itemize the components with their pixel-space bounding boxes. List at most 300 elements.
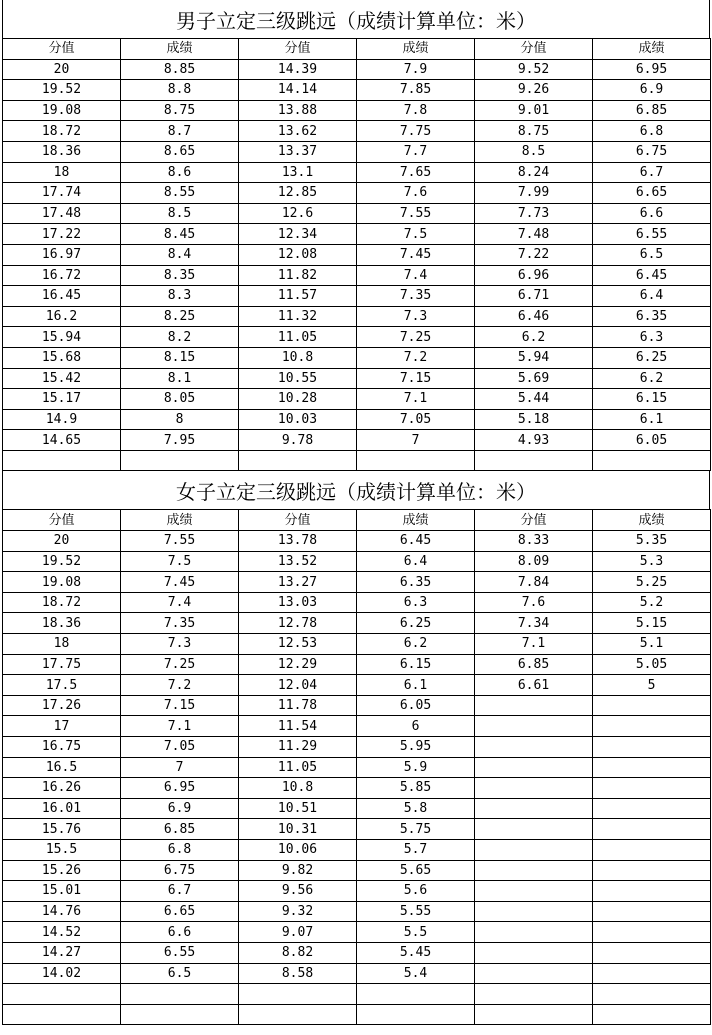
- table-cell: 17.22: [3, 224, 121, 245]
- table-cell: 8.09: [475, 551, 593, 572]
- table-cell: 16.97: [3, 244, 121, 265]
- table-cell: 6.7: [121, 881, 239, 902]
- table-cell: 9.52: [475, 59, 593, 80]
- table-cell: 18.72: [3, 121, 121, 142]
- table-cell: 7.1: [475, 634, 593, 655]
- table-cell: 7.75: [357, 121, 475, 142]
- table-cell: 14.02: [3, 963, 121, 984]
- table-cell: 7.8: [357, 100, 475, 121]
- table-cell: 9.82: [239, 860, 357, 881]
- table-cell: 14.27: [3, 942, 121, 963]
- table-row: [3, 265, 711, 286]
- column-header: 分值: [3, 39, 121, 60]
- table-row: [3, 881, 711, 902]
- table-cell: 7.4: [357, 265, 475, 286]
- table-cell: 6.15: [593, 389, 711, 410]
- table-cell: 9.32: [239, 901, 357, 922]
- table-cell: 8.75: [475, 121, 593, 142]
- table-cell: 12.53: [239, 634, 357, 655]
- table-cell: 7.1: [357, 389, 475, 410]
- column-header: 分值: [239, 510, 357, 531]
- table-cell: [593, 839, 711, 860]
- table-cell: 8.1: [121, 368, 239, 389]
- table-cell: 12.34: [239, 224, 357, 245]
- column-header: 成绩: [121, 510, 239, 531]
- table-cell: [593, 819, 711, 840]
- table-row: [3, 306, 711, 327]
- table-cell: 7.15: [121, 695, 239, 716]
- table-cell: 11.78: [239, 695, 357, 716]
- table-cell: 7.45: [357, 244, 475, 265]
- table-cell: 8.8: [121, 80, 239, 101]
- table-cell: 9.56: [239, 881, 357, 902]
- table-cell: 6.75: [593, 141, 711, 162]
- column-header: 分值: [475, 510, 593, 531]
- table-cell: [593, 798, 711, 819]
- table-cell: 7.15: [357, 368, 475, 389]
- table-cell: 6.4: [357, 551, 475, 572]
- table-cell: 18.36: [3, 613, 121, 634]
- table-cell: 8.7: [121, 121, 239, 142]
- table-row: [3, 141, 711, 162]
- table-cell: 10.06: [239, 839, 357, 860]
- table-cell: 6.96: [475, 265, 593, 286]
- table-cell: 7.55: [357, 203, 475, 224]
- table-cell: [593, 942, 711, 963]
- table-cell: [593, 901, 711, 922]
- table-cell: 8.05: [121, 389, 239, 410]
- table-cell: 6.15: [357, 654, 475, 675]
- table-cell: [593, 757, 711, 778]
- table-cell: 10.03: [239, 409, 357, 430]
- table-cell: 6.55: [593, 224, 711, 245]
- table-cell: 5.25: [593, 572, 711, 593]
- table-row: [3, 819, 711, 840]
- table-cell: 7.85: [357, 80, 475, 101]
- table-row: [3, 757, 711, 778]
- table-cell: 6.3: [593, 327, 711, 348]
- table-row: [3, 203, 711, 224]
- table-cell: [593, 963, 711, 984]
- table-cell: 5.35: [593, 531, 711, 552]
- table-cell: [357, 984, 475, 1005]
- table-cell: [239, 450, 357, 471]
- table-row: [3, 430, 711, 451]
- table-cell: [3, 1004, 121, 1025]
- table-cell: [121, 984, 239, 1005]
- table-cell: 17.26: [3, 695, 121, 716]
- table-cell: 6.8: [593, 121, 711, 142]
- table-cell: 5.15: [593, 613, 711, 634]
- column-header: 分值: [239, 39, 357, 60]
- table-row: [3, 860, 711, 881]
- table-cell: 7.25: [121, 654, 239, 675]
- table-cell: 16.01: [3, 798, 121, 819]
- table-row: [3, 839, 711, 860]
- table-cell: 6.2: [475, 327, 593, 348]
- table-cell: 15.76: [3, 819, 121, 840]
- table-row: [3, 450, 711, 471]
- table-cell: 12.85: [239, 183, 357, 204]
- table-cell: 18: [3, 634, 121, 655]
- table-cell: 7.1: [121, 716, 239, 737]
- table-cell: 8.2: [121, 327, 239, 348]
- table-cell: 10.55: [239, 368, 357, 389]
- table-row: [3, 634, 711, 655]
- table-cell: 7.4: [121, 592, 239, 613]
- table-cell: [475, 819, 593, 840]
- table-cell: 19.08: [3, 100, 121, 121]
- table-row: [3, 389, 711, 410]
- table-cell: 5.9: [357, 757, 475, 778]
- table-cell: 8.65: [121, 141, 239, 162]
- table-cell: 7.05: [357, 409, 475, 430]
- table-cell: 9.78: [239, 430, 357, 451]
- table-row: [3, 984, 711, 1005]
- table-cell: 8.5: [121, 203, 239, 224]
- table-cell: 11.05: [239, 327, 357, 348]
- table-cell: 5.7: [357, 839, 475, 860]
- table-cell: 6.8: [121, 839, 239, 860]
- table-cell: 9.07: [239, 922, 357, 943]
- table-cell: 12.04: [239, 675, 357, 696]
- column-header: 成绩: [593, 510, 711, 531]
- table-cell: 14.52: [3, 922, 121, 943]
- table-cell: 5.3: [593, 551, 711, 572]
- column-header: 成绩: [593, 39, 711, 60]
- table-cell: 5.45: [357, 942, 475, 963]
- table-cell: 7.2: [357, 347, 475, 368]
- table-cell: [475, 901, 593, 922]
- table-cell: 11.82: [239, 265, 357, 286]
- table-cell: [239, 984, 357, 1005]
- women-header-row: [3, 510, 711, 531]
- table-cell: 5.5: [357, 922, 475, 943]
- table-cell: 7.05: [121, 737, 239, 758]
- table-cell: 8.75: [121, 100, 239, 121]
- table-cell: 6: [357, 716, 475, 737]
- table-cell: 8.45: [121, 224, 239, 245]
- table-cell: 13.37: [239, 141, 357, 162]
- table-cell: 7.34: [475, 613, 593, 634]
- table-cell: 6.5: [593, 244, 711, 265]
- men-score-table: [2, 38, 711, 471]
- women-section-title: 女子立定三级跳远（成绩计算单位：米）: [2, 471, 710, 509]
- men-section-title: 男子立定三级跳远（成绩计算单位：米）: [2, 0, 710, 38]
- table-cell: [475, 839, 593, 860]
- table-cell: 7.35: [357, 286, 475, 307]
- table-row: [3, 368, 711, 389]
- table-row: [3, 244, 711, 265]
- table-cell: [593, 450, 711, 471]
- table-cell: [475, 450, 593, 471]
- men-header-row: [3, 39, 711, 60]
- table-cell: 13.78: [239, 531, 357, 552]
- table-cell: 15.01: [3, 881, 121, 902]
- table-cell: 6.95: [593, 59, 711, 80]
- table-cell: 7: [357, 430, 475, 451]
- table-cell: 5.65: [357, 860, 475, 881]
- table-cell: 6.61: [475, 675, 593, 696]
- table-cell: 5.44: [475, 389, 593, 410]
- table-cell: [475, 798, 593, 819]
- table-cell: 10.31: [239, 819, 357, 840]
- table-cell: 17.5: [3, 675, 121, 696]
- table-cell: 16.75: [3, 737, 121, 758]
- table-cell: 8.5: [475, 141, 593, 162]
- table-cell: 12.78: [239, 613, 357, 634]
- table-cell: 7.9: [357, 59, 475, 80]
- table-row: [3, 551, 711, 572]
- column-header: 成绩: [121, 39, 239, 60]
- table-cell: 13.62: [239, 121, 357, 142]
- table-cell: 15.5: [3, 839, 121, 860]
- table-row: [3, 347, 711, 368]
- table-cell: 14.39: [239, 59, 357, 80]
- table-cell: [475, 695, 593, 716]
- table-cell: 8.4: [121, 244, 239, 265]
- table-row: [3, 942, 711, 963]
- table-cell: 13.1: [239, 162, 357, 183]
- table-cell: 13.27: [239, 572, 357, 593]
- table-cell: 6.9: [121, 798, 239, 819]
- table-cell: 7.65: [357, 162, 475, 183]
- table-cell: 12.6: [239, 203, 357, 224]
- table-row: [3, 80, 711, 101]
- table-cell: 5.69: [475, 368, 593, 389]
- table-row: [3, 654, 711, 675]
- table-cell: 8.25: [121, 306, 239, 327]
- table-row: [3, 59, 711, 80]
- table-cell: 14.76: [3, 901, 121, 922]
- table-row: [3, 675, 711, 696]
- table-cell: [475, 922, 593, 943]
- table-row: [3, 737, 711, 758]
- table-cell: 5.75: [357, 819, 475, 840]
- table-row: [3, 531, 711, 552]
- table-cell: 16.72: [3, 265, 121, 286]
- table-cell: 11.54: [239, 716, 357, 737]
- table-cell: 19.08: [3, 572, 121, 593]
- table-row: [3, 224, 711, 245]
- table-cell: 17.48: [3, 203, 121, 224]
- table-row: [3, 901, 711, 922]
- table-cell: [357, 450, 475, 471]
- table-cell: [593, 922, 711, 943]
- table-cell: 8.35: [121, 265, 239, 286]
- table-cell: [475, 716, 593, 737]
- table-cell: 6.5: [121, 963, 239, 984]
- table-row: [3, 963, 711, 984]
- column-header: 分值: [3, 510, 121, 531]
- table-cell: 10.8: [239, 347, 357, 368]
- table-cell: [475, 1004, 593, 1025]
- table-cell: 16.2: [3, 306, 121, 327]
- table-cell: 20: [3, 531, 121, 552]
- table-cell: 18.72: [3, 592, 121, 613]
- table-cell: [121, 450, 239, 471]
- table-cell: [357, 1004, 475, 1025]
- table-cell: [593, 984, 711, 1005]
- column-header: 分值: [475, 39, 593, 60]
- table-cell: 14.65: [3, 430, 121, 451]
- table-cell: 7.6: [357, 183, 475, 204]
- table-cell: 16.45: [3, 286, 121, 307]
- table-cell: 5.2: [593, 592, 711, 613]
- table-cell: 5.1: [593, 634, 711, 655]
- table-cell: 8.85: [121, 59, 239, 80]
- table-cell: [475, 778, 593, 799]
- table-cell: 5.6: [357, 881, 475, 902]
- table-row: [3, 798, 711, 819]
- table-cell: 5.55: [357, 901, 475, 922]
- table-cell: 8.15: [121, 347, 239, 368]
- table-cell: 17.75: [3, 654, 121, 675]
- table-cell: 6.1: [357, 675, 475, 696]
- table-cell: 8.3: [121, 286, 239, 307]
- table-cell: 16.26: [3, 778, 121, 799]
- table-cell: 5.8: [357, 798, 475, 819]
- table-cell: [475, 860, 593, 881]
- table-cell: 7.3: [121, 634, 239, 655]
- table-cell: [475, 757, 593, 778]
- table-cell: 7.3: [357, 306, 475, 327]
- table-cell: [475, 963, 593, 984]
- table-cell: 10.28: [239, 389, 357, 410]
- table-row: [3, 922, 711, 943]
- table-cell: [593, 1004, 711, 1025]
- table-cell: 6.25: [357, 613, 475, 634]
- table-cell: 8.6: [121, 162, 239, 183]
- table-row: [3, 778, 711, 799]
- table-cell: 7.7: [357, 141, 475, 162]
- table-cell: 6.46: [475, 306, 593, 327]
- women-score-table: [2, 509, 711, 1025]
- table-cell: 8: [121, 409, 239, 430]
- table-cell: 11.29: [239, 737, 357, 758]
- table-row: [3, 100, 711, 121]
- table-cell: [593, 881, 711, 902]
- table-cell: [475, 984, 593, 1005]
- table-cell: 6.65: [593, 183, 711, 204]
- table-cell: 6.9: [593, 80, 711, 101]
- table-cell: 6.65: [121, 901, 239, 922]
- table-cell: 6.75: [121, 860, 239, 881]
- table-cell: 15.42: [3, 368, 121, 389]
- table-row: [3, 1004, 711, 1025]
- table-cell: 8.33: [475, 531, 593, 552]
- table-cell: 6.05: [357, 695, 475, 716]
- table-cell: [593, 695, 711, 716]
- table-cell: 5: [593, 675, 711, 696]
- table-row: [3, 716, 711, 737]
- table-cell: 12.29: [239, 654, 357, 675]
- table-cell: 16.5: [3, 757, 121, 778]
- table-cell: 15.26: [3, 860, 121, 881]
- table-row: [3, 572, 711, 593]
- table-cell: 8.24: [475, 162, 593, 183]
- table-cell: 7.2: [121, 675, 239, 696]
- table-cell: 6.35: [593, 306, 711, 327]
- table-cell: 6.05: [593, 430, 711, 451]
- table-cell: 5.18: [475, 409, 593, 430]
- table-cell: [239, 1004, 357, 1025]
- column-header: 成绩: [357, 510, 475, 531]
- table-row: [3, 592, 711, 613]
- table-cell: 10.51: [239, 798, 357, 819]
- table-cell: 7.5: [121, 551, 239, 572]
- table-cell: 5.4: [357, 963, 475, 984]
- table-row: [3, 183, 711, 204]
- table-cell: 6.6: [121, 922, 239, 943]
- table-cell: 5.85: [357, 778, 475, 799]
- table-cell: [3, 984, 121, 1005]
- table-cell: 8.55: [121, 183, 239, 204]
- table-cell: 7.6: [475, 592, 593, 613]
- table-row: [3, 121, 711, 142]
- table-row: [3, 162, 711, 183]
- table-cell: 7.5: [357, 224, 475, 245]
- table-cell: 6.45: [357, 531, 475, 552]
- score-sheet: [2, 0, 710, 1025]
- table-cell: 13.03: [239, 592, 357, 613]
- table-cell: 6.25: [593, 347, 711, 368]
- table-cell: 7.45: [121, 572, 239, 593]
- table-cell: 11.57: [239, 286, 357, 307]
- table-cell: 13.52: [239, 551, 357, 572]
- table-cell: [475, 881, 593, 902]
- table-cell: 6.35: [357, 572, 475, 593]
- table-cell: 7.73: [475, 203, 593, 224]
- table-cell: [475, 737, 593, 758]
- table-cell: 8.82: [239, 942, 357, 963]
- table-cell: 6.85: [593, 100, 711, 121]
- table-cell: 13.88: [239, 100, 357, 121]
- table-cell: 18.36: [3, 141, 121, 162]
- table-row: [3, 327, 711, 348]
- table-cell: 19.52: [3, 551, 121, 572]
- table-cell: 6.71: [475, 286, 593, 307]
- table-cell: 7.48: [475, 224, 593, 245]
- table-cell: 9.01: [475, 100, 593, 121]
- table-cell: 6.7: [593, 162, 711, 183]
- table-cell: 15.17: [3, 389, 121, 410]
- table-cell: 10.8: [239, 778, 357, 799]
- table-cell: 7.95: [121, 430, 239, 451]
- column-header: 成绩: [357, 39, 475, 60]
- table-cell: 6.2: [593, 368, 711, 389]
- table-cell: 4.93: [475, 430, 593, 451]
- table-cell: 15.94: [3, 327, 121, 348]
- table-cell: 11.05: [239, 757, 357, 778]
- table-cell: [3, 450, 121, 471]
- table-cell: 9.26: [475, 80, 593, 101]
- table-cell: 5.95: [357, 737, 475, 758]
- table-cell: 7.55: [121, 531, 239, 552]
- table-cell: 5.94: [475, 347, 593, 368]
- table-row: [3, 613, 711, 634]
- table-cell: 20: [3, 59, 121, 80]
- table-cell: 7.25: [357, 327, 475, 348]
- table-cell: 6.4: [593, 286, 711, 307]
- table-cell: 7: [121, 757, 239, 778]
- table-cell: 12.08: [239, 244, 357, 265]
- table-cell: 7.99: [475, 183, 593, 204]
- table-cell: 17: [3, 716, 121, 737]
- table-cell: 19.52: [3, 80, 121, 101]
- table-cell: [475, 942, 593, 963]
- table-cell: 8.58: [239, 963, 357, 984]
